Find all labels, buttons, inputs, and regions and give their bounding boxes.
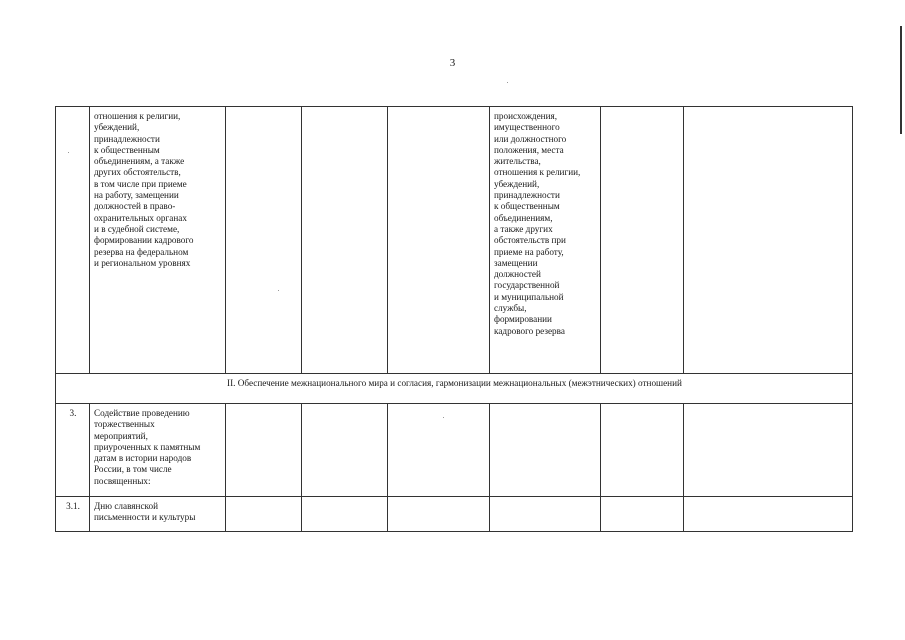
cell-col5 [388, 107, 490, 374]
cell-event-description: Содействие проведению торжественных мероприятий, приуроченных к памятным датам в истории народов России, в том числе посвященных: [90, 404, 226, 497]
cell-col8 [684, 497, 853, 532]
page-number: 3 [449, 57, 456, 69]
cell-event-description: отношения к религии, убеждений, принадлежности к общественным объединениям, а также других обстоятельств, в том числе при приеме на работу, замещении должностей в право- охранительных органах и в судебной системе, формировании кадрового резерва на федеральном и региональном уровнях [90, 107, 226, 374]
cell-col3 [226, 404, 302, 497]
table-row [56, 404, 853, 497]
scan-speck [68, 152, 69, 153]
cell-col6 [490, 497, 601, 532]
cell-col4 [302, 497, 388, 532]
scan-speck [507, 82, 508, 83]
cell-col7 [601, 497, 684, 532]
cell-col3 [226, 497, 302, 532]
cell-col8 [684, 107, 853, 374]
cell-col4 [302, 107, 388, 374]
cell-number: 3. [56, 404, 90, 497]
cell-col5 [388, 404, 490, 497]
cell-number: 3.1. [56, 497, 90, 532]
page-edge-line [900, 26, 902, 134]
cell-expected-result: происхождения, имущественного или должностного положения, места жительства, отношения к религии, убеждений, принадлежности к общественным объединениям, а также других обстоятельств при приеме на работу, замещении должностей государственной и муниципальной службы, формировании кадрового резерва [490, 107, 601, 374]
table-row [56, 497, 853, 532]
plan-table [55, 106, 853, 532]
scan-speck [278, 290, 279, 291]
cell-col7 [601, 404, 684, 497]
cell-col7 [601, 107, 684, 374]
scan-speck [443, 417, 444, 418]
cell-col6 [490, 404, 601, 497]
cell-col4 [302, 404, 388, 497]
cell-col3 [226, 107, 302, 374]
cell-event-description: Дню славянской письменности и культуры [90, 497, 226, 532]
cell-col8 [684, 404, 853, 497]
table-row-continuation [56, 107, 853, 374]
cell-number [56, 107, 90, 374]
table-row-section [56, 374, 853, 404]
section-title: II. Обеспечение межнационального мира и согласия, гармонизации межнациональных (межэтнических) отношений [56, 374, 853, 404]
cell-col5 [388, 497, 490, 532]
